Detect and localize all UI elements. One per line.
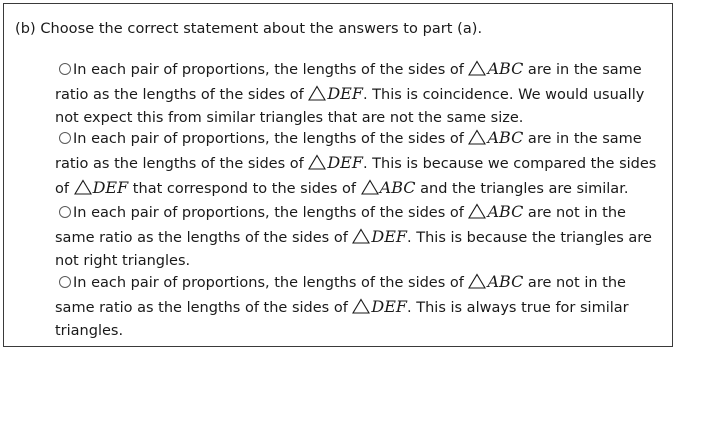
question-prompt: (b) Choose the correct statement about the answers to part (a). [15, 21, 483, 37]
option-text: . This is coincidence. We would usually not expect this from similar triangles that are not the same size. [55, 87, 645, 126]
option-text: are not in the same ratio as the lengths of the sides of [55, 205, 626, 246]
option-text: and the triangles are similar. [415, 181, 629, 197]
option-text: are not in the same ratio as the lengths of the sides of [55, 275, 626, 316]
triangle-icon [308, 85, 326, 101]
option-text: are in the same ratio as the lengths of the sides of [55, 131, 642, 172]
answer-option-2[interactable] [55, 126, 667, 201]
answer-option-4[interactable] [55, 270, 667, 343]
triangle-name: ABC [487, 202, 524, 221]
radio-button[interactable] [59, 63, 71, 75]
option-text: In each pair of proportions, the lengths of the sides of [73, 275, 469, 291]
triangle-icon [361, 179, 379, 195]
radio-button[interactable] [59, 206, 71, 218]
triangle-icon [308, 154, 326, 170]
triangle-icon [468, 203, 486, 219]
triangle-name: ABC [487, 59, 524, 78]
triangle-name: DEF [92, 178, 129, 197]
option-text: that correspond to the sides of [128, 181, 361, 197]
triangle-name: DEF [371, 227, 408, 246]
triangle-name: ABC [379, 178, 416, 197]
triangle-icon [352, 228, 370, 244]
triangle-icon [468, 129, 486, 145]
triangle-name: DEF [371, 297, 408, 316]
triangle-icon [352, 298, 370, 314]
triangle-name: DEF [327, 84, 363, 103]
option-text: . This is because the triangles are not right triangles. [55, 230, 652, 269]
option-text: In each pair of proportions, the lengths of the sides of [73, 205, 469, 221]
question-panel [3, 3, 673, 347]
answer-option-1[interactable] [55, 57, 667, 130]
triangle-icon [468, 60, 486, 76]
triangle-name: ABC [487, 128, 524, 147]
triangle-name: ABC [487, 272, 524, 291]
triangle-icon [74, 179, 92, 195]
option-text: In each pair of proportions, the lengths of the sides of [73, 131, 469, 147]
answer-option-3[interactable] [55, 200, 667, 273]
option-text: are in the same ratio as the lengths of the sides of [55, 62, 642, 103]
option-text: . This is because we compared the sides of [55, 156, 657, 197]
radio-button[interactable] [59, 276, 71, 288]
triangle-icon [468, 273, 486, 289]
triangle-name: DEF [327, 153, 363, 172]
option-text: In each pair of proportions, the lengths of the sides of [73, 62, 469, 78]
radio-button[interactable] [59, 132, 71, 144]
option-text: . This is always true for similar triangles. [55, 300, 629, 339]
